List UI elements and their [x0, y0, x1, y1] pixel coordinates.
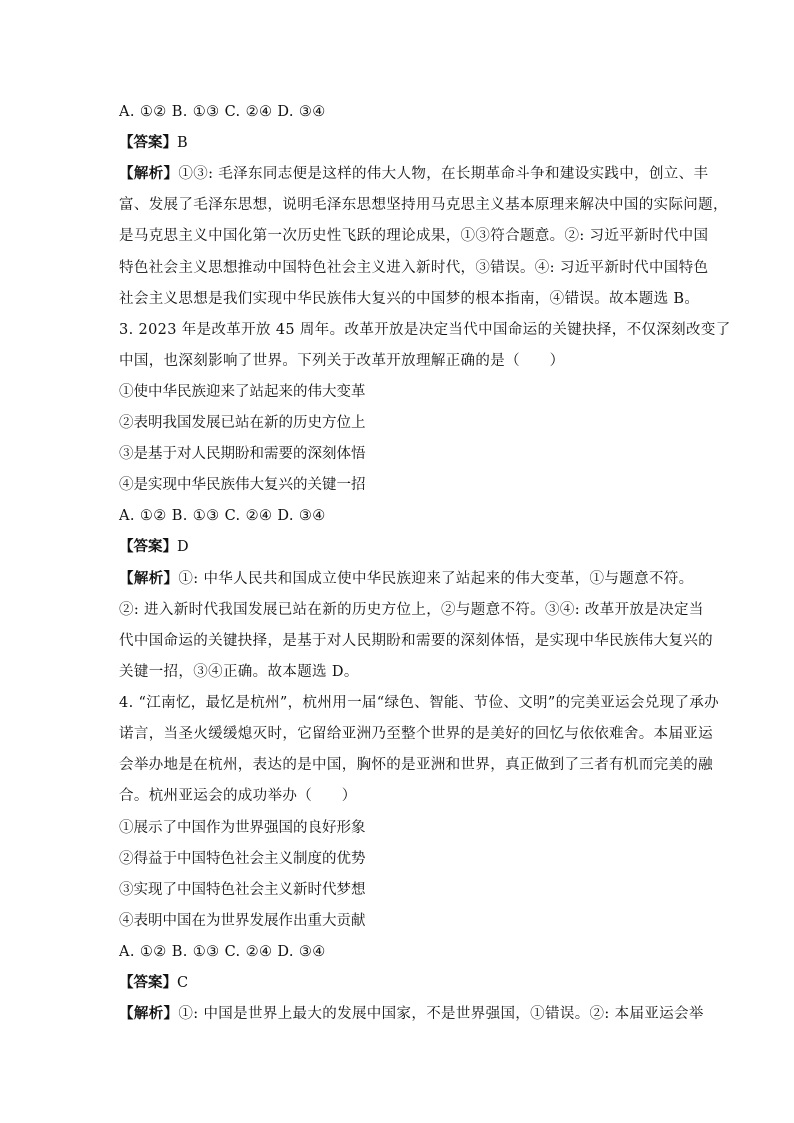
q4-item: ④表明中国在为世界发展作出重大贡献	[119, 913, 366, 929]
q3-item: ②表明我国发展已站在新的历史方位上	[119, 415, 366, 431]
q4-stem-line: 会举办地是在杭州，表达的是中国，胸怀的是亚洲和世界，真正做到了三者有机而完美的融	[119, 757, 713, 773]
q3-item: ④是实现中华民族伟大复兴的关键一招	[119, 477, 366, 493]
q4-options: A. ①② B. ①③ C. ②④ D. ③④	[119, 944, 326, 960]
q3-stem-line: 3. 2023 年是改革开放 45 周年。改革开放是决定当代中国命运的关键抉择，不仅深刻改变了	[119, 322, 731, 338]
q4-item: ①展示了中国作为世界强国的良好形象	[119, 820, 366, 836]
q4-stem-line: 合。杭州亚运会的成功举办（ ）	[119, 788, 357, 804]
q3-analysis-line	[119, 569, 694, 589]
q4-stem-line: 4. “江南忆，最忆是杭州”，杭州用一届“绿色、智能、节俭、文明”的完美亚运会兑现了承办	[119, 695, 719, 711]
q2-analysis-line: 是马克思主义中国化第一次历史性飞跃的理论成果，①③符合题意。②: 习近平新时代中国	[119, 228, 709, 244]
q4-item: ②得益于中国特色社会主义制度的优势	[119, 851, 366, 867]
q4-answer	[119, 973, 188, 993]
answer-value: D	[177, 539, 189, 555]
analysis-label: 【解析】	[119, 570, 179, 587]
q4-stem-line: 诺言，当圣火缓缓熄灭时，它留给亚洲乃至整个世界的是美好的回忆与依依难舍。本届亚运	[119, 726, 713, 742]
analysis-label: 【解析】	[119, 1005, 179, 1022]
q3-item: ①使中华民族迎来了站起来的伟大变革	[119, 384, 366, 400]
q3-options: A. ①② B. ①③ C. ②④ D. ③④	[119, 508, 326, 524]
answer-label: 【答案】	[119, 974, 177, 991]
q4-item: ③实现了中国特色社会主义新时代梦想	[119, 882, 366, 898]
q2-options: A. ①② B. ①③ C. ②④ D. ③④	[119, 104, 326, 120]
q3-stem-line: 中国，也深刻影响了世界。下列关于改革开放理解正确的是（ ）	[119, 353, 565, 369]
answer-label: 【答案】	[119, 134, 177, 151]
q3-item: ③是基于对人民期盼和需要的深刻体悟	[119, 446, 366, 462]
q2-analysis-line: 社会主义思想是我们实现中华民族伟大复兴的中国梦的根本指南，④错误。故本题选 B。	[119, 291, 700, 307]
analysis-text: ①③: 毛泽东同志便是这样的伟大人物，在长期革命斗争和建设实践中，创立、丰	[178, 166, 709, 182]
q2-analysis-line	[119, 164, 708, 184]
answer-label: 【答案】	[119, 538, 177, 555]
q3-answer	[119, 537, 189, 557]
analysis-text: ①: 中国是世界上最大的发展中国家，不是世界强国，①错误。②: 本届亚运会举	[178, 1006, 704, 1022]
q2-analysis-line: 富、发展了毛泽东思想，说明毛泽东思想坚持用马克思主义基本原理来解决中国的实际问题，	[119, 197, 728, 213]
answer-value: B	[177, 135, 188, 151]
q3-analysis-line: 关键一招，③④正确。故本题选 D。	[119, 664, 359, 680]
analysis-text: ①: 中华人民共和国成立使中华民族迎来了站起来的伟大变革，①与题意不符。	[178, 571, 694, 587]
analysis-label: 【解析】	[119, 165, 179, 182]
q4-analysis-line	[119, 1004, 704, 1024]
q2-answer	[119, 133, 188, 153]
q2-analysis-line: 特色社会主义思想推动中国特色社会主义进入新时代，③错误。④: 习近平新时代中国特色	[119, 260, 709, 276]
answer-value: C	[177, 975, 189, 991]
q3-analysis-line: 代中国命运的关键抉择，是基于对人民期盼和需要的深刻体悟，是实现中华民族伟大复兴的	[119, 633, 713, 649]
q3-analysis-line: ②: 进入新时代我国发展已站在新的历史方位上，②与题意不符。③④: 改革开放是决定当	[119, 602, 704, 618]
